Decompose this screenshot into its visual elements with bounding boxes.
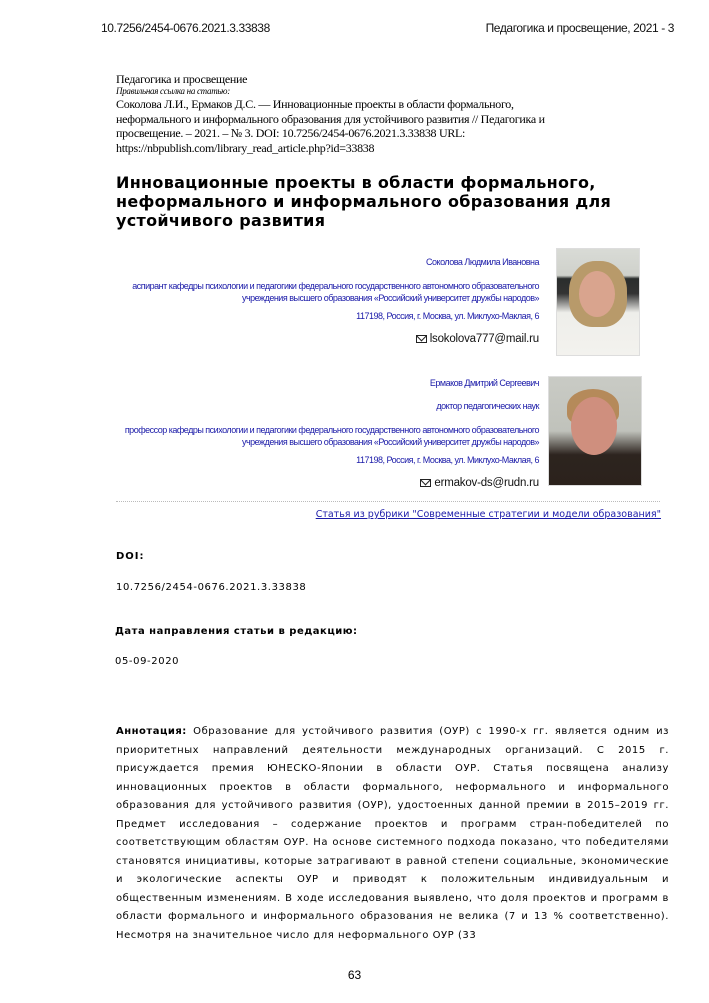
author-email[interactable]: ermakov-ds@rudn.ru <box>434 477 539 489</box>
envelope-icon <box>416 335 427 343</box>
author-position: профессор кафедры психологии и педагогики федерального государственного автономного образовательного учреждения высшего образования «Российский университет дружбы народов» <box>124 425 539 447</box>
abstract-text: Образование для устойчивого развития (ОУР) с 1990-х гг. является одним из приоритетных направлений деятельности международных организаций. С 2015 г. присуждается премия ЮНЕСКО-Японии в области ОУР. Статья посвящена анализу инновационных проектов в области формального, неформального и информального образования для устойчивого развития (ОУР), удостоенных данной премии в 2015–2019 гг. Предмет исследования – содержание проектов и программ стран-победителей по соответствующим областям ОУР. На основе системного подхода показано, что победителями становятся инициативы, которые затрагивают в равной степени социальные, экономические и экологические аспекты ОУР и приводят к положительным индивидуальным и общественным изменениям. В ходе исследования выявлено, что доля проектов и программ в области формального и информального образования не велика (7 и 13 % соответственно). Несмотря на значительное число для неформального ОУР (33 <box>116 726 669 941</box>
doi-label: DOI: <box>116 551 145 562</box>
author-name: Ермаков Дмитрий Сергеевич <box>429 378 539 388</box>
face-shape <box>571 397 617 455</box>
author-position: аспирант кафедры психологии и педагогики федерального государственного автономного образовательного учреждения высшего образования «Российский университет дружбы народов» <box>132 281 539 303</box>
header-doi: 10.7256/2454-0676.2021.3.33838 <box>101 21 270 35</box>
doi-value: 10.7256/2454-0676.2021.3.33838 <box>116 582 307 593</box>
author-degree: доктор педагогических наук <box>436 401 539 411</box>
article-title: Инновационные проекты в области формального, неформального и информального образования для устойчивого развития <box>116 173 612 230</box>
author-email-link[interactable] <box>416 333 539 345</box>
rubric-link[interactable]: Статья из рубрики "Современные стратегии и модели образования" <box>315 509 661 520</box>
citation-text: Соколова Л.И., Ермаков Д.С. — Инновационные проекты в области формального, неформального и информального образования для устойчивого развития // Педагогика и просвещение. – 2021. – № 3. DOI: 10.7256/2454-0676.2021.3.33838 URL: https://nbpublish.com/library_read_article.php?id=33838 <box>116 97 545 155</box>
dotted-divider <box>116 501 660 502</box>
journal-name: Педагогика и просвещение <box>116 72 248 86</box>
citation-label: Правильная ссылка на статью: <box>116 86 230 96</box>
header-journal-issue: Педагогика и просвещение, 2021 - 3 <box>485 21 674 35</box>
author-address: 117198, Россия, г. Москва, ул. Миклухо-Маклая, 6 <box>356 311 539 321</box>
author-address: 117198, Россия, г. Москва, ул. Миклухо-Маклая, 6 <box>356 455 539 465</box>
envelope-icon <box>420 479 431 487</box>
author-photo <box>548 376 642 486</box>
submission-date-value: 05-09-2020 <box>115 656 180 667</box>
author-email-link[interactable] <box>420 477 539 489</box>
abstract <box>116 723 669 945</box>
author-photo <box>556 248 640 356</box>
submission-date-label: Дата направления статьи в редакцию: <box>115 626 358 637</box>
page-number: 63 <box>347 968 362 982</box>
author-email[interactable]: lsokolova777@mail.ru <box>429 333 539 345</box>
author-name: Соколова Людмила Ивановна <box>426 257 539 267</box>
face-shape <box>579 271 615 317</box>
abstract-label: Аннотация: <box>116 726 187 737</box>
